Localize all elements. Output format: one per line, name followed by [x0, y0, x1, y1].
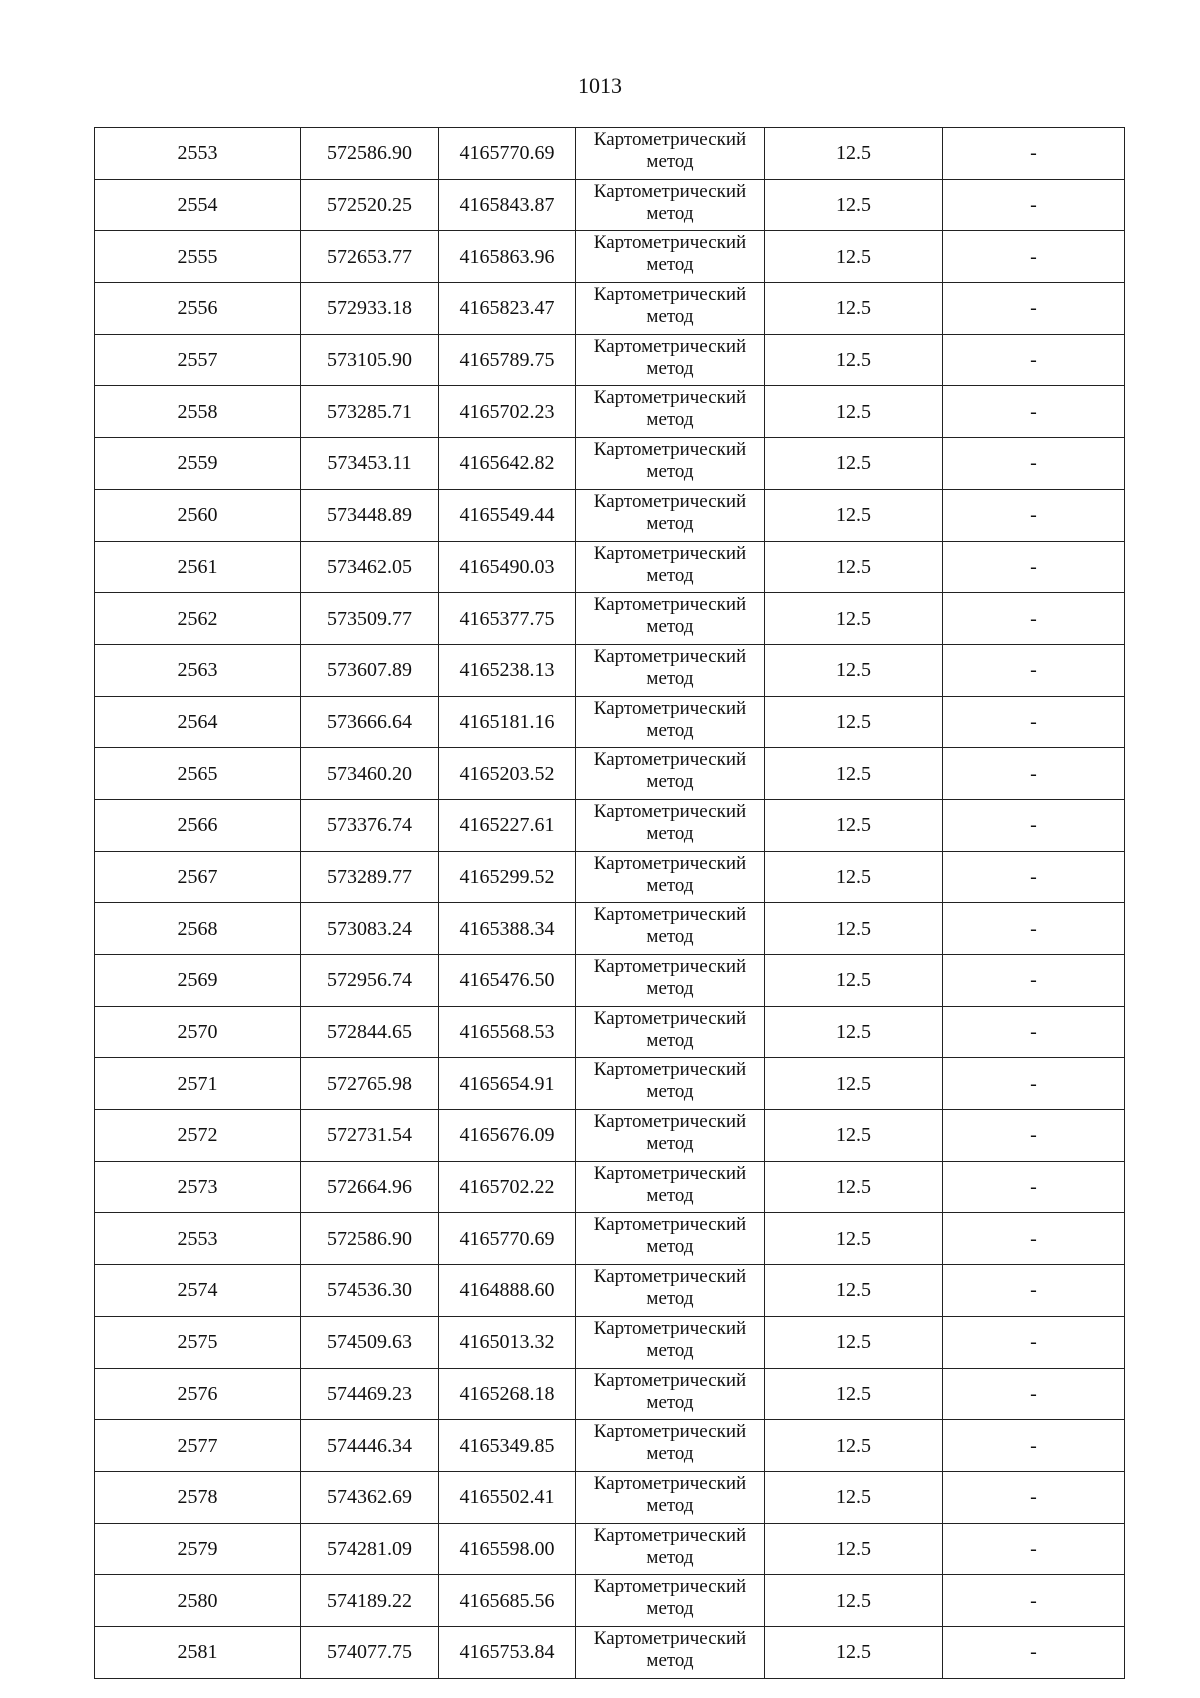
- method-line2: метод: [646, 822, 694, 844]
- method-line1: Картометрический: [593, 1627, 747, 1649]
- note-cell: -: [943, 179, 1125, 231]
- note-cell: -: [943, 1316, 1125, 1368]
- note-cell: -: [943, 1523, 1125, 1575]
- table-row: [95, 851, 1125, 903]
- method-cell: [576, 903, 765, 955]
- method-line1: Картометрический: [593, 542, 747, 564]
- point-number-cell: 2570: [95, 1006, 301, 1058]
- note-cell: -: [943, 541, 1125, 593]
- accuracy-cell: 12.5: [765, 1316, 943, 1368]
- table-row: [95, 1471, 1125, 1523]
- point-number-cell: 2576: [95, 1368, 301, 1420]
- x-coordinate-cell: 572586.90: [301, 128, 439, 180]
- x-coordinate-cell: 572933.18: [301, 283, 439, 335]
- y-coordinate-cell: 4165654.91: [439, 1058, 576, 1110]
- method-cell: [576, 1161, 765, 1213]
- method-line2: метод: [646, 926, 694, 948]
- point-number-cell: 2565: [95, 748, 301, 800]
- method-line2: метод: [646, 978, 694, 999]
- method-cell: [576, 128, 765, 180]
- coordinates-table-body: [95, 128, 1125, 1679]
- table-row: [95, 1626, 1125, 1678]
- note-cell: -: [943, 1420, 1125, 1472]
- method-line2: метод: [646, 1598, 694, 1620]
- table-row: [95, 903, 1125, 955]
- point-number-cell: 2553: [95, 1213, 301, 1265]
- accuracy-cell: 12.5: [765, 1420, 943, 1472]
- note-cell: -: [943, 438, 1125, 490]
- y-coordinate-cell: 4165388.34: [439, 903, 576, 955]
- method-line1: Картометрический: [593, 1369, 747, 1391]
- method-line1: Картометрический: [593, 645, 747, 667]
- accuracy-cell: 12.5: [765, 1523, 943, 1575]
- method-line1: Картометрический: [593, 956, 747, 977]
- method-line1: Картометрический: [593, 1266, 747, 1288]
- method-cell: [576, 1058, 765, 1110]
- table-row: [95, 541, 1125, 593]
- x-coordinate-cell: 573285.71: [301, 386, 439, 438]
- accuracy-cell: 12.5: [765, 644, 943, 696]
- point-number-cell: 2562: [95, 593, 301, 645]
- y-coordinate-cell: 4165227.61: [439, 799, 576, 851]
- x-coordinate-cell: 574362.69: [301, 1471, 439, 1523]
- method-line2: метод: [646, 771, 694, 793]
- point-number-cell: 2569: [95, 955, 301, 1007]
- method-cell: [576, 1213, 765, 1265]
- method-cell: [576, 438, 765, 490]
- method-line2: метод: [646, 667, 694, 689]
- note-cell: -: [943, 644, 1125, 696]
- method-cell: [576, 231, 765, 283]
- note-cell: -: [943, 1265, 1125, 1317]
- accuracy-cell: 12.5: [765, 955, 943, 1007]
- table-row: [95, 1110, 1125, 1162]
- x-coordinate-cell: 574536.30: [301, 1265, 439, 1317]
- note-cell: -: [943, 1110, 1125, 1162]
- x-coordinate-cell: 573462.05: [301, 541, 439, 593]
- method-line2: метод: [646, 1288, 694, 1310]
- method-line2: метод: [646, 409, 694, 431]
- method-cell: [576, 644, 765, 696]
- note-cell: -: [943, 1213, 1125, 1265]
- point-number-cell: 2558: [95, 386, 301, 438]
- method-cell: [576, 1368, 765, 1420]
- method-cell: [576, 489, 765, 541]
- y-coordinate-cell: 4165598.00: [439, 1523, 576, 1575]
- point-number-cell: 2560: [95, 489, 301, 541]
- method-line1: Картометрический: [593, 749, 747, 771]
- y-coordinate-cell: 4165863.96: [439, 231, 576, 283]
- accuracy-cell: 12.5: [765, 541, 943, 593]
- method-line2: метод: [646, 1494, 694, 1516]
- note-cell: -: [943, 1161, 1125, 1213]
- accuracy-cell: 12.5: [765, 231, 943, 283]
- note-cell: -: [943, 1626, 1125, 1678]
- point-number-cell: 2554: [95, 179, 301, 231]
- method-line2: метод: [646, 1236, 694, 1258]
- method-line1: Картометрический: [593, 1576, 747, 1598]
- note-cell: -: [943, 955, 1125, 1007]
- accuracy-cell: 12.5: [765, 799, 943, 851]
- method-line2: метод: [646, 1546, 694, 1568]
- note-cell: -: [943, 748, 1125, 800]
- x-coordinate-cell: 574469.23: [301, 1368, 439, 1420]
- accuracy-cell: 12.5: [765, 489, 943, 541]
- point-number-cell: 2577: [95, 1420, 301, 1472]
- method-line1: Картометрический: [593, 1007, 747, 1029]
- method-line1: Картометрический: [593, 232, 747, 254]
- y-coordinate-cell: 4165349.85: [439, 1420, 576, 1472]
- method-line2: метод: [646, 1649, 694, 1671]
- y-coordinate-cell: 4165299.52: [439, 851, 576, 903]
- method-line2: метод: [646, 564, 694, 586]
- accuracy-cell: 12.5: [765, 1058, 943, 1110]
- method-line1: Картометрический: [593, 1317, 747, 1339]
- method-line2: метод: [646, 1184, 694, 1206]
- method-cell: [576, 1575, 765, 1627]
- method-line2: метод: [646, 874, 694, 896]
- point-number-cell: 2578: [95, 1471, 301, 1523]
- accuracy-cell: 12.5: [765, 1213, 943, 1265]
- method-cell: [576, 1523, 765, 1575]
- x-coordinate-cell: 572844.65: [301, 1006, 439, 1058]
- x-coordinate-cell: 574077.75: [301, 1626, 439, 1678]
- note-cell: -: [943, 1058, 1125, 1110]
- y-coordinate-cell: 4165823.47: [439, 283, 576, 335]
- note-cell: -: [943, 1471, 1125, 1523]
- method-cell: [576, 851, 765, 903]
- method-line2: метод: [646, 1029, 694, 1051]
- y-coordinate-cell: 4165685.56: [439, 1575, 576, 1627]
- x-coordinate-cell: 573509.77: [301, 593, 439, 645]
- table-row: [95, 334, 1125, 386]
- note-cell: -: [943, 128, 1125, 180]
- x-coordinate-cell: 573376.74: [301, 799, 439, 851]
- method-cell: [576, 1265, 765, 1317]
- y-coordinate-cell: 4165549.44: [439, 489, 576, 541]
- method-line1: Картометрический: [593, 335, 747, 357]
- y-coordinate-cell: 4165642.82: [439, 438, 576, 490]
- accuracy-cell: 12.5: [765, 696, 943, 748]
- method-cell: [576, 696, 765, 748]
- accuracy-cell: 12.5: [765, 1161, 943, 1213]
- method-line1: Картометрический: [593, 1421, 747, 1443]
- x-coordinate-cell: 573289.77: [301, 851, 439, 903]
- accuracy-cell: 12.5: [765, 386, 943, 438]
- table-row: [95, 799, 1125, 851]
- method-line2: метод: [646, 306, 694, 328]
- table-row: [95, 1523, 1125, 1575]
- x-coordinate-cell: 574281.09: [301, 1523, 439, 1575]
- method-line1: Картометрический: [593, 387, 747, 409]
- point-number-cell: 2557: [95, 334, 301, 386]
- x-coordinate-cell: 572653.77: [301, 231, 439, 283]
- table-row: [95, 1575, 1125, 1627]
- y-coordinate-cell: 4165770.69: [439, 1213, 576, 1265]
- y-coordinate-cell: 4165568.53: [439, 1006, 576, 1058]
- accuracy-cell: 12.5: [765, 903, 943, 955]
- y-coordinate-cell: 4165789.75: [439, 334, 576, 386]
- point-number-cell: 2573: [95, 1161, 301, 1213]
- y-coordinate-cell: 4165702.22: [439, 1161, 576, 1213]
- table-row: [95, 283, 1125, 335]
- note-cell: -: [943, 1368, 1125, 1420]
- accuracy-cell: 12.5: [765, 748, 943, 800]
- table-row: [95, 386, 1125, 438]
- x-coordinate-cell: 574509.63: [301, 1316, 439, 1368]
- method-line1: Картометрический: [593, 180, 747, 202]
- point-number-cell: 2568: [95, 903, 301, 955]
- method-cell: [576, 541, 765, 593]
- method-line1: Картометрический: [593, 1472, 747, 1494]
- table-row: [95, 1316, 1125, 1368]
- table-row: [95, 231, 1125, 283]
- table-row: [95, 128, 1125, 180]
- method-line1: Картометрический: [593, 1524, 747, 1546]
- x-coordinate-cell: 573666.64: [301, 696, 439, 748]
- accuracy-cell: 12.5: [765, 283, 943, 335]
- method-cell: [576, 1110, 765, 1162]
- method-cell: [576, 748, 765, 800]
- table-row: [95, 1213, 1125, 1265]
- x-coordinate-cell: 573448.89: [301, 489, 439, 541]
- table-row: [95, 1420, 1125, 1472]
- y-coordinate-cell: 4165702.23: [439, 386, 576, 438]
- point-number-cell: 2559: [95, 438, 301, 490]
- accuracy-cell: 12.5: [765, 128, 943, 180]
- coordinates-table: [94, 127, 1125, 1679]
- x-coordinate-cell: 573083.24: [301, 903, 439, 955]
- table-row: [95, 179, 1125, 231]
- accuracy-cell: 12.5: [765, 1265, 943, 1317]
- x-coordinate-cell: 574189.22: [301, 1575, 439, 1627]
- note-cell: -: [943, 696, 1125, 748]
- y-coordinate-cell: 4165676.09: [439, 1110, 576, 1162]
- method-line1: Картометрический: [593, 129, 747, 150]
- point-number-cell: 2555: [95, 231, 301, 283]
- x-coordinate-cell: 572765.98: [301, 1058, 439, 1110]
- y-coordinate-cell: 4165502.41: [439, 1471, 576, 1523]
- method-cell: [576, 1420, 765, 1472]
- method-cell: [576, 799, 765, 851]
- accuracy-cell: 12.5: [765, 1006, 943, 1058]
- page-number: 1013: [578, 73, 622, 98]
- y-coordinate-cell: 4165181.16: [439, 696, 576, 748]
- accuracy-cell: 12.5: [765, 1368, 943, 1420]
- y-coordinate-cell: 4165490.03: [439, 541, 576, 593]
- x-coordinate-cell: 574446.34: [301, 1420, 439, 1472]
- method-line1: Картометрический: [593, 284, 747, 306]
- accuracy-cell: 12.5: [765, 593, 943, 645]
- x-coordinate-cell: 572520.25: [301, 179, 439, 231]
- method-line2: метод: [646, 1443, 694, 1465]
- accuracy-cell: 12.5: [765, 1626, 943, 1678]
- method-line2: метод: [646, 151, 694, 172]
- table-row: [95, 489, 1125, 541]
- table-row: [95, 1161, 1125, 1213]
- point-number-cell: 2571: [95, 1058, 301, 1110]
- table-row: [95, 748, 1125, 800]
- accuracy-cell: 12.5: [765, 851, 943, 903]
- method-line2: метод: [646, 1339, 694, 1361]
- x-coordinate-cell: 573460.20: [301, 748, 439, 800]
- point-number-cell: 2581: [95, 1626, 301, 1678]
- method-cell: [576, 283, 765, 335]
- method-line1: Картометрический: [593, 1162, 747, 1184]
- method-line2: метод: [646, 1133, 694, 1155]
- point-number-cell: 2572: [95, 1110, 301, 1162]
- method-line1: Картометрический: [593, 904, 747, 926]
- point-number-cell: 2579: [95, 1523, 301, 1575]
- point-number-cell: 2566: [95, 799, 301, 851]
- note-cell: -: [943, 799, 1125, 851]
- method-cell: [576, 1471, 765, 1523]
- point-number-cell: 2575: [95, 1316, 301, 1368]
- y-coordinate-cell: 4165753.84: [439, 1626, 576, 1678]
- note-cell: -: [943, 231, 1125, 283]
- table-row: [95, 955, 1125, 1007]
- note-cell: -: [943, 283, 1125, 335]
- table-row: [95, 1368, 1125, 1420]
- point-number-cell: 2556: [95, 283, 301, 335]
- table-row: [95, 593, 1125, 645]
- method-line1: Картометрический: [593, 800, 747, 822]
- method-cell: [576, 179, 765, 231]
- x-coordinate-cell: 573105.90: [301, 334, 439, 386]
- method-line2: метод: [646, 1081, 694, 1103]
- method-line2: метод: [646, 616, 694, 638]
- point-number-cell: 2561: [95, 541, 301, 593]
- method-line2: метод: [646, 461, 694, 483]
- point-number-cell: 2580: [95, 1575, 301, 1627]
- y-coordinate-cell: 4165013.32: [439, 1316, 576, 1368]
- point-number-cell: 2553: [95, 128, 301, 180]
- method-cell: [576, 955, 765, 1007]
- x-coordinate-cell: 572956.74: [301, 955, 439, 1007]
- method-cell: [576, 386, 765, 438]
- note-cell: -: [943, 386, 1125, 438]
- note-cell: -: [943, 851, 1125, 903]
- point-number-cell: 2563: [95, 644, 301, 696]
- point-number-cell: 2564: [95, 696, 301, 748]
- x-coordinate-cell: 573453.11: [301, 438, 439, 490]
- method-line1: Картометрический: [593, 439, 747, 461]
- note-cell: -: [943, 334, 1125, 386]
- method-line2: метод: [646, 512, 694, 534]
- method-line2: метод: [646, 1391, 694, 1413]
- method-line1: Картометрический: [593, 1059, 747, 1081]
- note-cell: -: [943, 1575, 1125, 1627]
- y-coordinate-cell: 4165203.52: [439, 748, 576, 800]
- point-number-cell: 2574: [95, 1265, 301, 1317]
- table-row: [95, 1006, 1125, 1058]
- table-row: [95, 644, 1125, 696]
- method-line1: Картометрический: [593, 1111, 747, 1133]
- method-cell: [576, 1316, 765, 1368]
- table-row: [95, 696, 1125, 748]
- accuracy-cell: 12.5: [765, 334, 943, 386]
- method-cell: [576, 334, 765, 386]
- y-coordinate-cell: 4165843.87: [439, 179, 576, 231]
- method-line1: Картометрический: [593, 594, 747, 616]
- accuracy-cell: 12.5: [765, 1575, 943, 1627]
- table-row: [95, 1265, 1125, 1317]
- x-coordinate-cell: 572664.96: [301, 1161, 439, 1213]
- method-line1: Картометрический: [593, 1214, 747, 1236]
- method-line1: Картометрический: [593, 490, 747, 512]
- note-cell: -: [943, 593, 1125, 645]
- y-coordinate-cell: 4165238.13: [439, 644, 576, 696]
- y-coordinate-cell: 4165476.50: [439, 955, 576, 1007]
- y-coordinate-cell: 4165770.69: [439, 128, 576, 180]
- x-coordinate-cell: 573607.89: [301, 644, 439, 696]
- accuracy-cell: 12.5: [765, 1110, 943, 1162]
- method-line2: метод: [646, 254, 694, 276]
- table-row: [95, 438, 1125, 490]
- method-line1: Картометрический: [593, 697, 747, 719]
- point-number-cell: 2567: [95, 851, 301, 903]
- method-line1: Картометрический: [593, 852, 747, 874]
- accuracy-cell: 12.5: [765, 179, 943, 231]
- y-coordinate-cell: 4165377.75: [439, 593, 576, 645]
- method-cell: [576, 593, 765, 645]
- method-cell: [576, 1006, 765, 1058]
- note-cell: -: [943, 1006, 1125, 1058]
- note-cell: -: [943, 903, 1125, 955]
- accuracy-cell: 12.5: [765, 438, 943, 490]
- method-cell: [576, 1626, 765, 1678]
- accuracy-cell: 12.5: [765, 1471, 943, 1523]
- x-coordinate-cell: 572586.90: [301, 1213, 439, 1265]
- y-coordinate-cell: 4164888.60: [439, 1265, 576, 1317]
- table-row: [95, 1058, 1125, 1110]
- method-line2: метод: [646, 357, 694, 379]
- method-line2: метод: [646, 719, 694, 741]
- x-coordinate-cell: 572731.54: [301, 1110, 439, 1162]
- note-cell: -: [943, 489, 1125, 541]
- method-line2: метод: [646, 202, 694, 224]
- y-coordinate-cell: 4165268.18: [439, 1368, 576, 1420]
